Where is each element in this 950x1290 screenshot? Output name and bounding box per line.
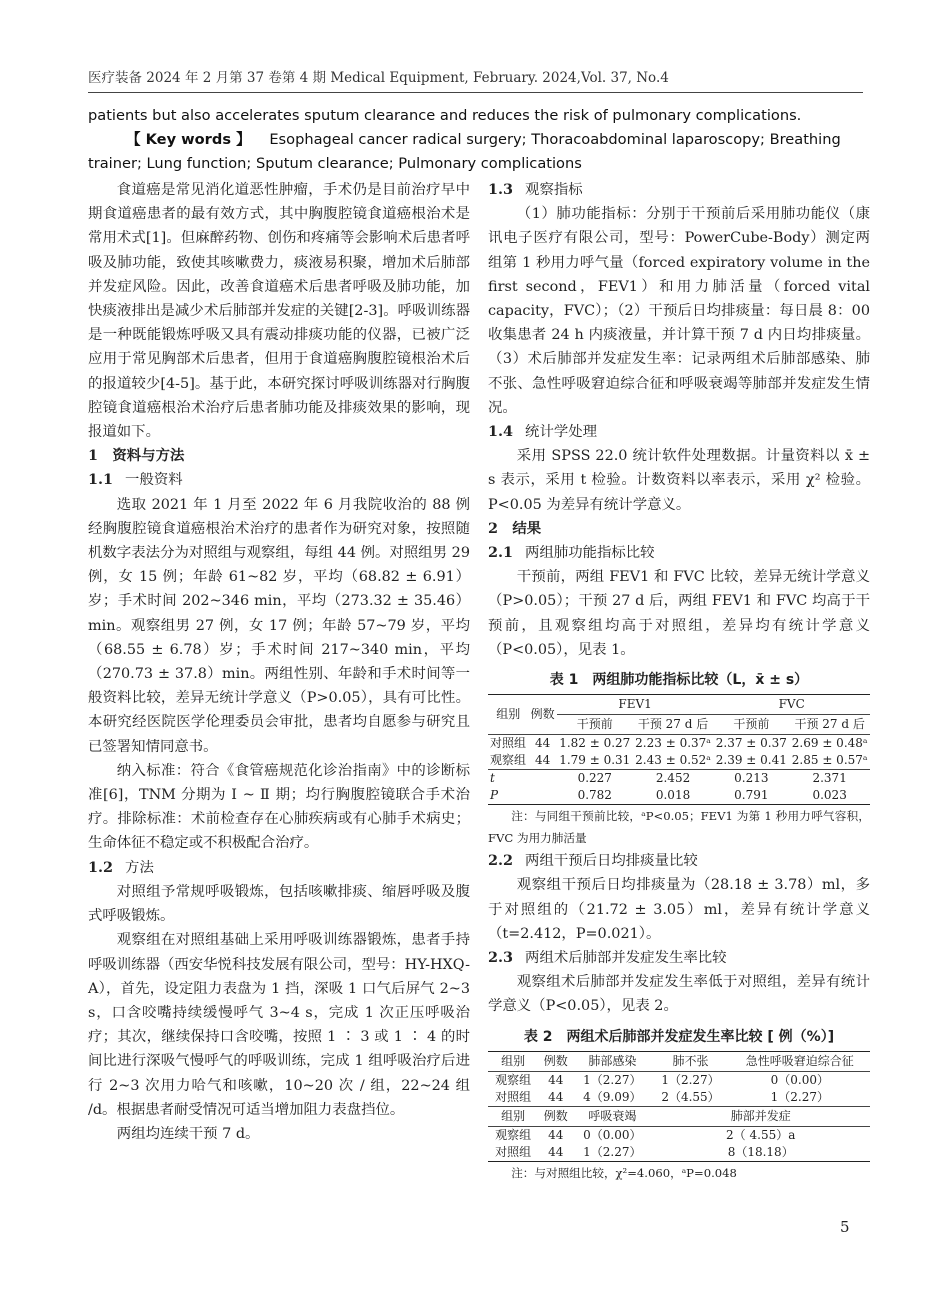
table-cell: 0.213: [734, 771, 769, 786]
table-cell: 0（0.00）: [770, 1072, 829, 1087]
table-cell: 0（0.00）: [583, 1127, 642, 1142]
table-cell: 0.782: [577, 788, 612, 803]
table-cell: 对照组: [488, 1089, 538, 1107]
section-1-1-heading: [88, 468, 470, 492]
observation-method-paragraph: 观察组在对照组基础上采用呼吸训练器锻炼，患者手持呼吸训练器（西安华悦科技发展有限公司，型号：HY-HXQ-A），首先，设定阻力表盘为 1 挡，深吸 1 口气后屏气 2~3 s，口含咬嘴持续缓慢呼气 3~4 s，完成 1 次正压呼吸治疗；其次，继续保持口含咬嘴，按照 1 ∶ 3 或 1 ∶ 4 的时间比进行深吸气慢呼气的呼吸训练，完成 1 组呼吸治疗后进行 2~3 次用力哈气和咳嗽，10~20 次 / 组，22~24 组 /d。根据患者耐受情况可适当增加阻力表盘挡位。: [88, 932, 470, 1118]
table1-caption: 表 1 两组肺功能指标比较（L，x̄ ± s）: [549, 672, 809, 689]
table-cell: 0.227: [577, 771, 612, 786]
page-number: 5: [840, 1218, 850, 1236]
table-header: 干预 27 d 后: [789, 715, 870, 735]
table-header: 肺不张: [651, 1051, 729, 1071]
table2-caption: 表 2 两组术后肺部并发症发生率比较 [ 例（%）]: [523, 1028, 835, 1045]
table-row: [488, 770, 870, 788]
table-cell: 44: [528, 752, 556, 770]
table-cell: 44: [538, 1089, 573, 1107]
general-info-paragraph: 选取 2021 年 1 月至 2022 年 6 月我院收治的 88 例经胸腹腔镜食道癌根治术治疗的患者作为研究对象，按照随机数字表法分为对照组与观察组，每组 44 例。对照组男 29 例，女 15 例；年龄 61~82 岁，平均（68.82 ± 6.91）岁；手术时间 202~346 min，平均（273.32 ± 35.46）min。观察组男 27 例，女 17 例；年龄 57~79 岁，平均（68.55 ± 6.78）岁；手术时间 217~340 min，平均（270.73 ± 37.8）min。两组性别、年龄和手术时间等一般资料比较，差异无统计学意义（P>0.05），具有可比性。本研究经医院医学伦理委员会审批，患者均自愿参与研究且已签署知情同意书。: [88, 496, 470, 755]
section-title: 两组术后肺部并发症发生率比较: [525, 950, 727, 967]
section-title: 两组干预后日均排痰量比较: [525, 853, 698, 870]
section-1-2-heading: [88, 856, 470, 880]
table-row: [488, 1144, 870, 1162]
keywords-label: 【 Key words 】: [125, 131, 251, 148]
table-cell: 0.018: [655, 788, 691, 803]
right-column: [488, 178, 870, 1184]
section-1-heading: 1 资料与方法: [88, 447, 185, 465]
table-cell: 4（9.09）: [573, 1089, 651, 1107]
section-2-2-heading: [488, 849, 870, 873]
section-number: 1.2: [88, 858, 114, 876]
table-cell: 观察组: [495, 1127, 532, 1142]
section-number: 1.4: [488, 423, 514, 441]
indicators-paragraph: （1）肺功能指标：分别于干预前后采用肺功能仪（康讯电子医疗有限公司，型号：PowerCube-Body）测定两组第 1 秒用力呼气量（forced expiratory volume in the first second，FEV1）和用力肺活量（forced vital capacity，FVC）；（2）干预后日均排痰量：每日晨 8：00 收集患者 24 h 内痰液量，并计算干预 7 d 内日均排痰量。（3）术后肺部并发症发生率：记录两组术后肺部感染、肺不张、急性呼吸窘迫综合征和呼吸衰竭等肺部并发症发生情况。: [488, 206, 870, 416]
table-cell: 2.85 ± 0.57ᵃ: [789, 752, 870, 770]
section-1-3-heading: [488, 178, 870, 202]
table-row: [488, 1126, 870, 1144]
table1: [488, 694, 870, 805]
table-row: [488, 752, 870, 770]
table-cell: 2.69 ± 0.48ᵃ: [791, 736, 868, 751]
table-cell: 8（18.18）: [727, 1144, 794, 1159]
table-cell: 1（2.27）: [730, 1089, 870, 1107]
table-cell: 2（4.55）: [651, 1089, 729, 1107]
table-cell: 1（2.27）: [583, 1144, 642, 1159]
table-cell: 44: [534, 736, 551, 751]
table-cell: 1（2.27）: [583, 1072, 642, 1087]
table-cell: 1.79 ± 0.31: [557, 752, 633, 770]
section-number: 1.3: [488, 181, 514, 198]
table-cell: 2（ 4.55）a: [726, 1127, 796, 1142]
table-header: 肺部并发症: [651, 1106, 870, 1126]
table-cell: 2.37 ± 0.37: [715, 736, 787, 751]
table-header: 干预 27 d 后: [633, 715, 714, 735]
table2-note: 注：与对照组比较，χ²=4.060，ᵃP=0.048: [511, 1165, 737, 1180]
section-2-heading: 2 结果: [488, 519, 542, 537]
table-cell: 44: [548, 1144, 564, 1159]
table-header: 例数: [528, 695, 556, 735]
control-method-paragraph: 对照组予常规呼吸锻炼，包括咳嗽排痰、缩唇呼吸及腹式呼吸锻炼。: [88, 883, 470, 925]
section-number: 1.1: [88, 471, 114, 489]
table-cell: 0.023: [812, 788, 847, 803]
section-2-1-heading: [488, 541, 870, 565]
table-cell: 观察组: [488, 752, 528, 770]
table-header: 急性呼吸窘迫综合征: [730, 1051, 870, 1071]
keywords-text: Esophageal cancer radical surgery; Thoracoabdominal laparoscopy; Breathing trainer; Lung function; Sputum clearance; Pulmonary complications: [88, 131, 841, 172]
table-header: 组别: [488, 1051, 538, 1071]
table-header: 干预前: [557, 715, 633, 735]
table-cell: 1.82 ± 0.27: [559, 736, 631, 751]
section-title: 统计学处理: [525, 424, 598, 441]
table-cell: 44: [548, 1072, 564, 1087]
intro-paragraph: 食道癌是常见消化道恶性肿瘤，手术仍是目前治疗早中期食道癌患者的最有效方式，其中胸腹腔镜食道癌根治术是常用术式[1]。但麻醉药物、创伤和疼痛等会影响术后患者呼吸及肺功能，致使其咳嗽费力，痰液易积聚，增加术后肺部并发症风险。因此，改善食道癌术后患者呼吸及肺功能，加快痰液排出是减少术后肺部并发症的关键[2-3]。呼吸训练器是一种既能锻炼呼吸又具有震动排痰功能的仪器，已被广泛应用于常见胸部术后患者，但用于食道癌胸腹腔镜根治术后的报道较少[4-5]。基于此，本研究探讨呼吸训练器对行胸腹腔镜食道癌根治术治疗后患者肺功能及排痰效果的影响，现报道如下。: [88, 182, 470, 441]
table-cell: [528, 770, 556, 788]
table-header: FEV1: [557, 695, 714, 715]
table-cell: 对照组: [495, 1144, 532, 1159]
lung-function-result-paragraph: 干预前，两组 FEV1 和 FVC 比较，差异无统计学意义（P>0.05）；干预 27 d 后，两组 FEV1 和 FVC 均高于干预前，且观察组均高于对照组，差异均有统计学意义（P<0.05），见表 1。: [488, 569, 870, 658]
table-header: 例数: [538, 1106, 573, 1126]
section-1-4-heading: [488, 420, 870, 444]
table-cell: 0.791: [734, 788, 769, 803]
table-cell: 2.39 ± 0.41: [713, 752, 789, 770]
section-number: 2.2: [488, 852, 514, 870]
table-cell: 观察组: [495, 1072, 532, 1087]
keywords: [88, 128, 863, 176]
table-header: 呼吸衰竭: [573, 1106, 651, 1126]
table-row: [488, 1089, 870, 1107]
table-header: 组别: [488, 695, 528, 735]
table-header: 组别: [488, 1106, 538, 1126]
table-header: 干预前: [713, 715, 789, 735]
section-title: 观察指标: [525, 182, 583, 198]
table-cell: 2.43 ± 0.52ᵃ: [633, 752, 714, 770]
section-number: 2.3: [488, 949, 514, 967]
table-cell: t: [490, 771, 495, 786]
sputum-result-paragraph: 观察组干预后日均排痰量为（28.18 ± 3.78）ml，多于对照组的（21.72 ± 3.05）ml，差异有统计学意义（t=2.412，P=0.021）。: [488, 877, 870, 942]
abstract-tail: patients but also accelerates sputum clearance and reduces the risk of pulmonary complications.: [88, 107, 802, 124]
table-cell: 2.23 ± 0.37ᵃ: [635, 736, 711, 751]
table-row: [488, 787, 870, 805]
section-number: 2.1: [488, 544, 514, 562]
header-rule: [88, 92, 863, 93]
inclusion-paragraph: 纳入标准：符合《食管癌规范化诊治指南》中的诊断标准[6]，TNM 分期为 Ⅰ ~ Ⅱ 期；均行胸腹腔镜联合手术治疗。排除标准：术前检查存在心肺疾病或有心肺手术病史；生命体征不稳定或不积极配合治疗。: [88, 762, 470, 852]
table-cell: 2.371: [812, 771, 847, 786]
table-row: [488, 1071, 870, 1089]
section-2-3-heading: [488, 946, 870, 970]
table-cell: [528, 787, 556, 805]
section-title: 方法: [125, 859, 154, 876]
section-title: 两组肺功能指标比较: [525, 545, 655, 562]
table-header: 例数: [538, 1051, 573, 1071]
table-header: FVC: [713, 695, 870, 715]
table-cell: 44: [548, 1127, 564, 1142]
table-header: 肺部感染: [573, 1051, 651, 1071]
table-cell: 1（2.27）: [661, 1072, 720, 1087]
table1-note: 注：与同组干预前比较，ᵃP<0.05；FEV1 为第 1 秒用力呼气容积，FVC 为用力肺活量: [488, 809, 870, 846]
table-cell: 2.452: [655, 771, 691, 786]
duration-paragraph: 两组均连续干预 7 d。: [116, 1125, 260, 1142]
complication-result-paragraph: 观察组术后肺部并发症发生率低于对照组，差异有统计学意义（P<0.05），见表 2。: [488, 974, 870, 1015]
section-title: 一般资料: [125, 472, 183, 489]
table-cell: 对照组: [490, 736, 527, 751]
left-column: [88, 178, 470, 1146]
statistics-paragraph: 采用 SPSS 22.0 统计软件处理数据。计量资料以 x̄ ± s 表示，采用 t 检验。计数资料以率表示，采用 χ² 检验。P<0.05 为差异有统计学意义。: [488, 448, 870, 513]
table-cell: P: [490, 788, 499, 803]
table2: [488, 1051, 870, 1162]
table-row: [488, 735, 870, 753]
running-header: 医疗装备 2024 年 2 月第 37 卷第 4 期 Medical Equipment, February. 2024,Vol. 37, No.4: [88, 70, 669, 86]
